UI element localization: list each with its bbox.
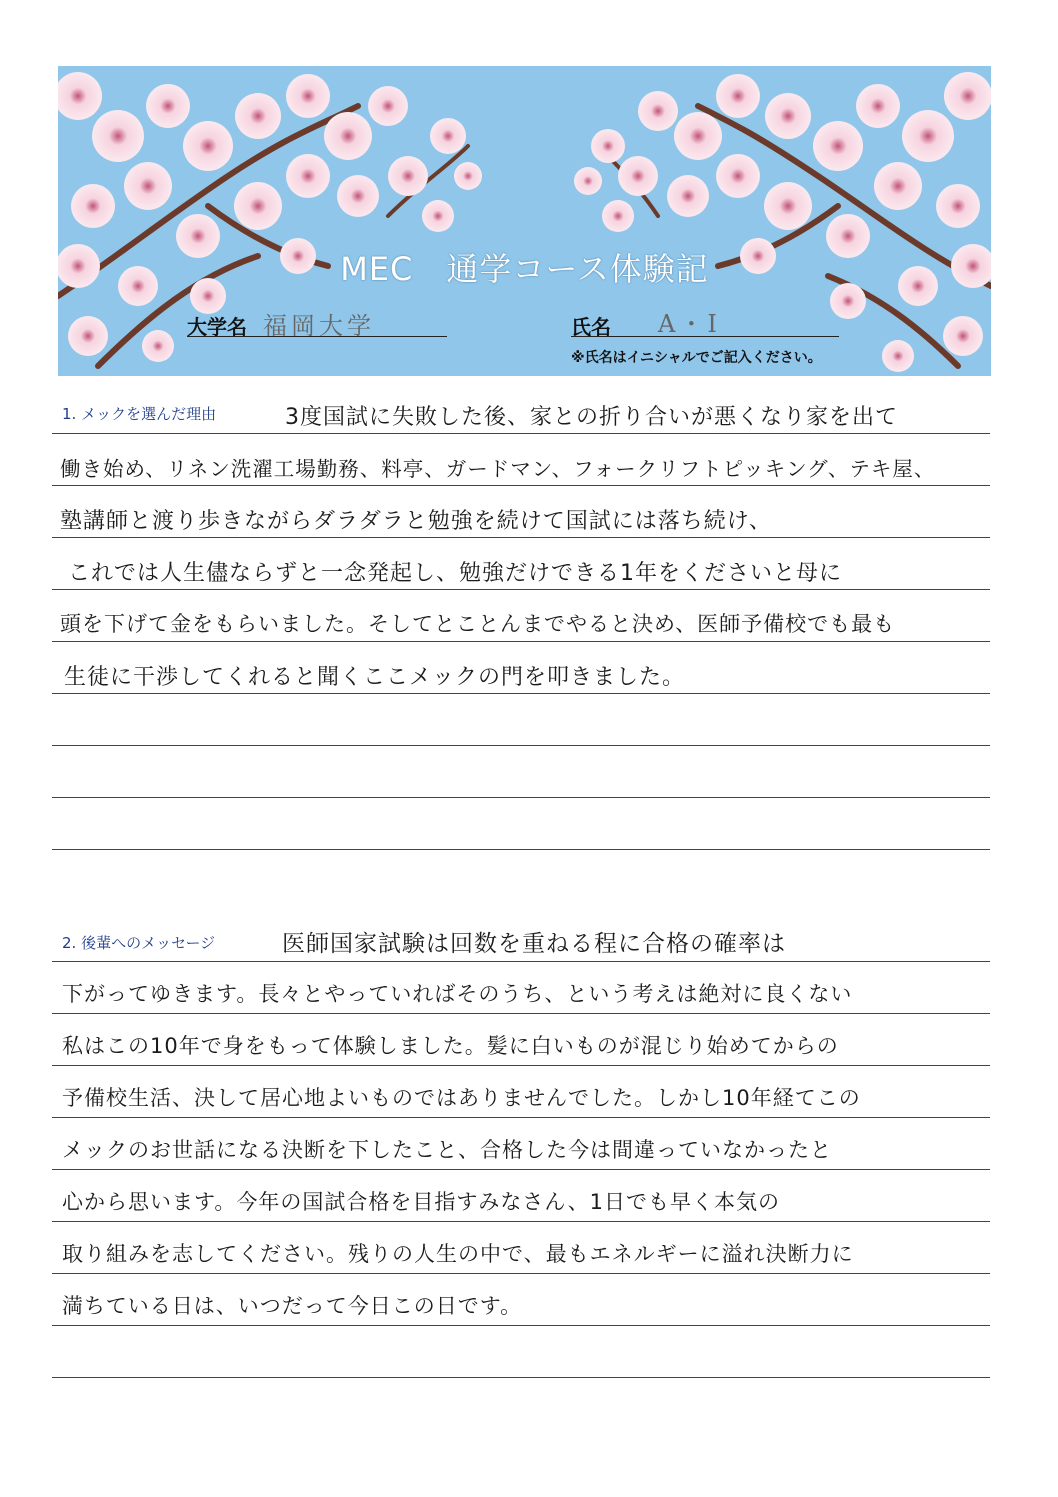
university-label: 大学名 (187, 315, 247, 339)
university-value: 福岡大学 (263, 312, 375, 340)
ruled-line (52, 1221, 990, 1222)
blossom-cluster-right-icon (574, 72, 991, 372)
ruled-line (52, 745, 990, 746)
section2-line-6: 心から思います。今年の国試合格を目指すみなさん、1日でも早く本気の (62, 1190, 780, 1214)
page-title: MEC 通学コース体験記 (340, 250, 709, 288)
section1-line-3: 塾講師と渡り歩きながらダラダラと勉強を続けて国試には落ち続け、 (60, 509, 772, 534)
section1-line-6: 生徒に干渉してくれると聞くここメックの門を叩きました。 (64, 665, 686, 690)
ruled-line (52, 589, 990, 590)
ruled-line (52, 641, 990, 642)
section2-line-2: 下がってゆきます。長々とやっていればそのうち、という考えは絶対に良くない (62, 982, 853, 1006)
ruled-line (52, 693, 990, 694)
section1-line-1: 3度国試に失敗した後、家との折り合いが悪くなり家を出て (285, 405, 898, 430)
ruled-line (52, 849, 990, 850)
name-underline (571, 336, 839, 337)
section1-line-2: 働き始め、リネン洗濯工場勤務、料亭、ガードマン、フォークリフトピッキング、テキ屋、 (60, 457, 936, 481)
name-value: A・I (658, 310, 721, 338)
name-label: 氏名 (571, 315, 611, 339)
header-banner (58, 66, 991, 376)
section2-line-1: 医師国家試験は回数を重ねる程に合格の確率は (282, 931, 786, 957)
ruled-line (52, 1013, 990, 1014)
section2-label: 2. 後輩へのメッセージ (62, 934, 216, 952)
section2-line-4: 予備校生活、決して居心地よいものではありませんでした。しかし10年経てこの (62, 1086, 861, 1110)
section1-label: 1. メックを選んだ理由 (62, 405, 217, 423)
ruled-line (52, 537, 990, 538)
university-underline (187, 336, 447, 337)
section1-line-5: 頭を下げて金をもらいました。そしてとことんまでやると決め、医師予備校でも最も (60, 612, 896, 636)
ruled-line (52, 797, 990, 798)
ruled-line (52, 1065, 990, 1066)
section1-line-4: これでは人生儘ならずと一念発起し、勉強だけできる1年をくださいと母に (68, 561, 842, 586)
ruled-line (52, 485, 990, 486)
section2-line-5: メックのお世話になる決断を下したこと、合格した今は間違っていなかったと (62, 1138, 832, 1162)
ruled-line (52, 1325, 990, 1326)
section2-line-8: 満ちている日は、いつだって今日この日です。 (62, 1294, 523, 1318)
initials-note: ※氏名はイニシャルでご記入ください。 (571, 350, 822, 366)
ruled-line (52, 1117, 990, 1118)
section2-line-7: 取り組みを志してください。残りの人生の中で、最もエネルギーに溢れ決断力に (62, 1242, 854, 1266)
ruled-line (52, 1377, 990, 1378)
ruled-line (52, 433, 990, 434)
ruled-line (52, 1169, 990, 1170)
section2-line-3: 私はこの10年で身をもって体験しました。髪に白いものが混じり始めてからの (62, 1034, 839, 1058)
ruled-line (52, 961, 990, 962)
ruled-line (52, 1273, 990, 1274)
